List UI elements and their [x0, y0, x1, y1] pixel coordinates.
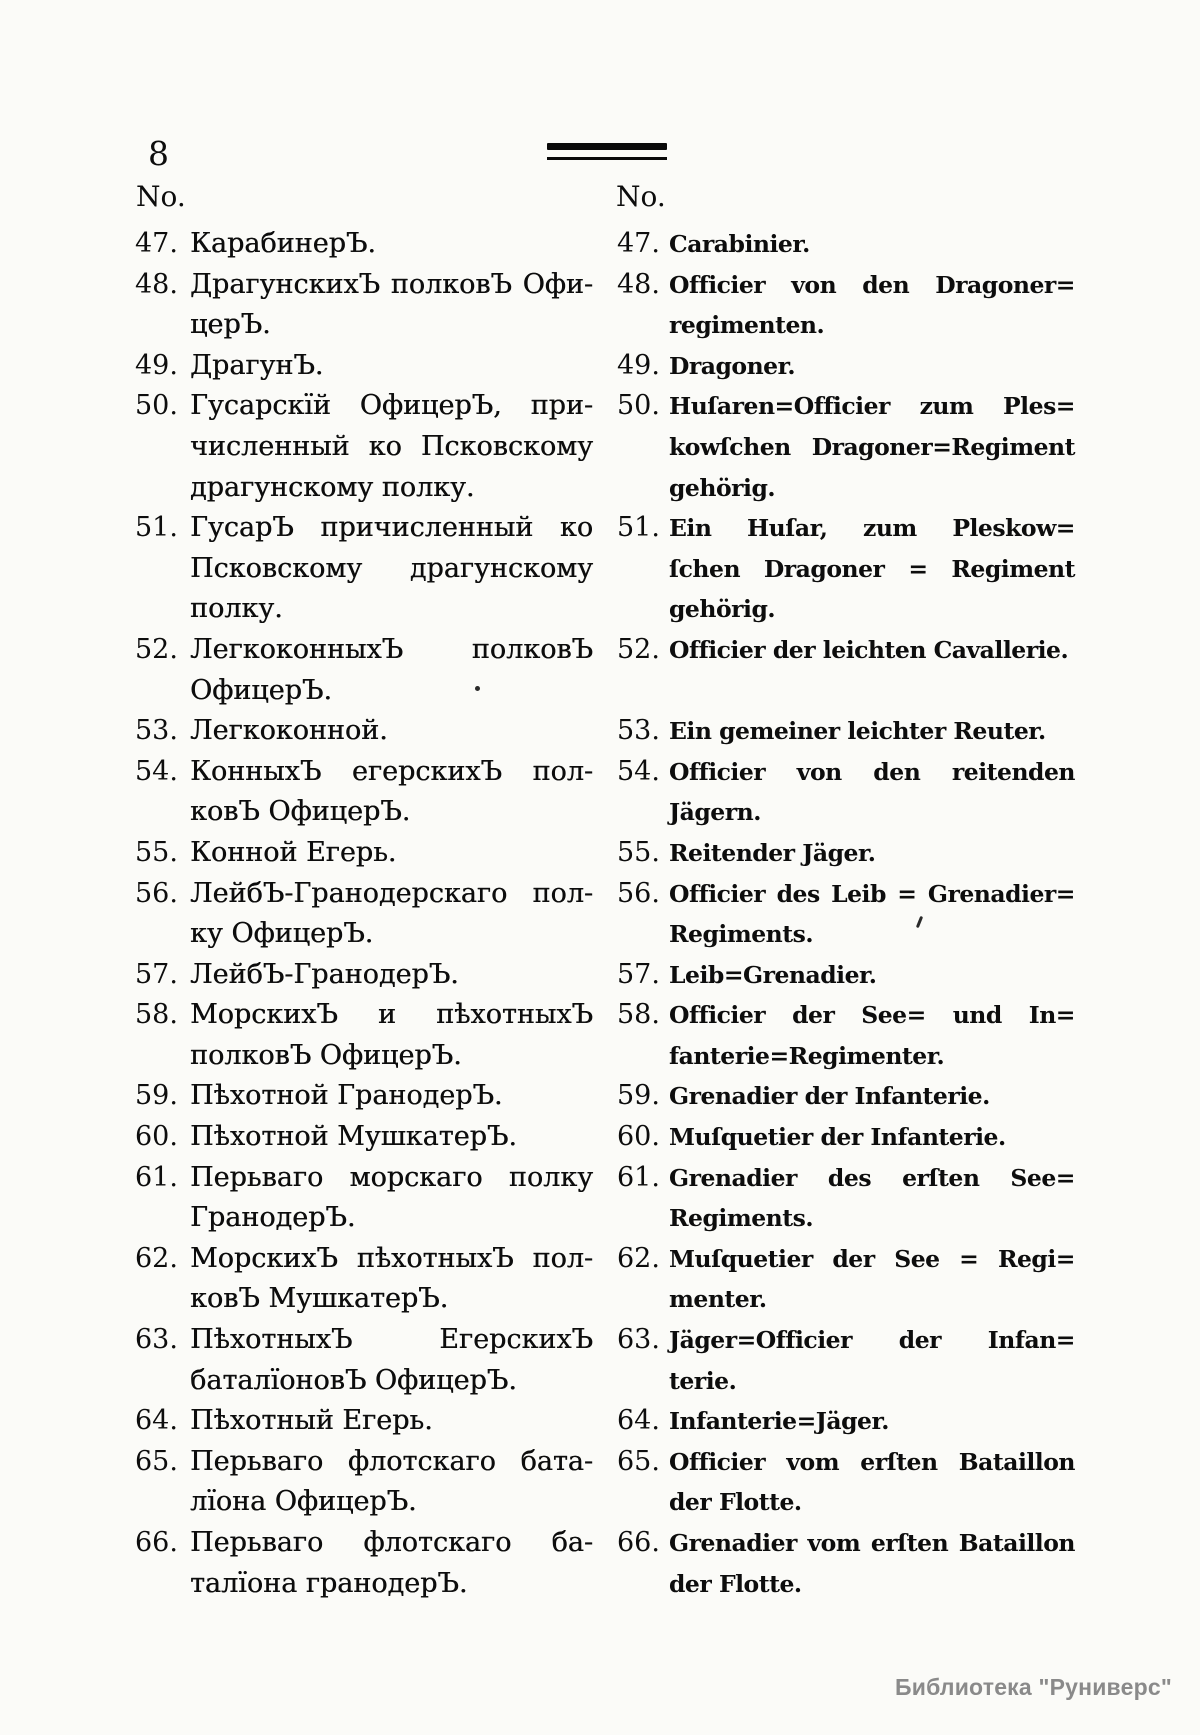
text-line: ДрагунскихЪ полковЪ Офи- [190, 268, 593, 300]
entry-number-russian: 58. [135, 999, 178, 1031]
header-rule-thick-line [547, 143, 667, 150]
entry-number-russian: 57. [135, 958, 178, 990]
entry-cell-russian [135, 1401, 593, 1442]
text-line: Конной Егерь. [190, 836, 397, 868]
entry-number-russian: 54. [135, 755, 178, 787]
entry-number-russian: 61. [135, 1161, 178, 1193]
entry-text-german [669, 752, 1075, 833]
entry-number-german: 66. [617, 1527, 660, 1558]
entry-number-german: 57. [617, 958, 660, 990]
entry-number-german: 55. [617, 836, 660, 868]
entry-cell-russian [135, 1320, 593, 1401]
text-line: der Flotte. [669, 1569, 802, 1598]
entry-cell-german [617, 224, 1075, 265]
text-line: ПѣхотныхЪ ЕгерскихЪ [190, 1324, 593, 1356]
text-line: Jägern. [669, 798, 761, 827]
entry-text-russian [190, 955, 593, 996]
entry-row [135, 711, 1075, 752]
text-line: Muſquetier der Infanterie. [669, 1123, 1006, 1152]
entry-row [135, 630, 1075, 711]
entry-cell-german [617, 1401, 1075, 1442]
text-line: баталїоновЪ ОфицерЪ. [190, 1364, 517, 1396]
entry-number-german: 56. [617, 877, 660, 909]
entry-number-russian: 66. [135, 1527, 178, 1558]
entry-number-german: 48. [617, 268, 660, 300]
entry-row [135, 265, 1075, 346]
entry-cell-russian [135, 1117, 593, 1158]
text-line: ЛейбЪ-ГранодерЪ. [190, 958, 459, 990]
entry-number-russian: 63. [135, 1324, 178, 1356]
text-line: Перьваго морскаго полку [190, 1161, 593, 1193]
entry-text-german [669, 955, 1075, 996]
entry-text-german [669, 1239, 1075, 1320]
entry-text-russian [190, 265, 593, 346]
entry-number-german: 64. [617, 1405, 660, 1437]
entry-cell-russian [135, 346, 593, 387]
entry-text-russian [190, 1442, 593, 1523]
entry-cell-german [617, 1523, 1075, 1604]
entry-row [135, 752, 1075, 833]
entry-row [135, 1158, 1075, 1239]
entry-row [135, 995, 1075, 1076]
entry-row [135, 874, 1075, 955]
text-line: талїона гранодерЪ. [190, 1567, 468, 1599]
entry-cell-russian [135, 630, 593, 711]
entry-cell-russian [135, 874, 593, 955]
library-watermark: Библиотека "Руниверс" [895, 1674, 1172, 1700]
text-line: Grenadier des erſten See= [669, 1163, 1075, 1192]
entry-text-german [669, 833, 1075, 874]
entry-number-russian: 47. [135, 228, 178, 259]
text-line: ЛегкоконныхЪ полковЪ [190, 633, 593, 665]
entry-number-russian: 55. [135, 836, 178, 868]
entry-cell-russian [135, 1158, 593, 1239]
entry-list [135, 224, 1075, 1604]
text-line: Regiments. [669, 920, 814, 949]
entry-text-german [669, 630, 1075, 671]
entry-row [135, 1076, 1075, 1117]
text-line: Officier des Leib = Grenadier= [669, 879, 1075, 908]
entry-number-russian: 52. [135, 633, 178, 665]
entry-number-russian: 65. [135, 1445, 178, 1477]
entry-cell-russian [135, 1523, 593, 1604]
entry-cell-russian [135, 833, 593, 874]
text-line: Officier der leichten Cavallerie. [669, 635, 1069, 664]
entry-number-german: 58. [617, 999, 660, 1031]
entry-text-russian [190, 1076, 593, 1117]
entry-text-russian [190, 711, 593, 752]
entry-text-german [669, 874, 1075, 955]
text-line: Пѣхотный Егерь. [190, 1405, 433, 1437]
entry-cell-german [617, 711, 1075, 752]
text-line: церЪ. [190, 309, 271, 341]
entry-cell-german [617, 1239, 1075, 1320]
text-line: Carabinier. [669, 230, 810, 258]
entry-text-german [669, 995, 1075, 1076]
entry-number-german: 49. [617, 349, 660, 381]
entry-number-russian: 51. [135, 512, 178, 544]
page-number: 8 [148, 134, 169, 173]
entry-text-russian [190, 874, 593, 955]
entry-text-russian [190, 1239, 593, 1320]
entry-text-german [669, 1076, 1075, 1117]
entry-row [135, 1523, 1075, 1604]
entry-text-russian [190, 833, 593, 874]
text-line: Leib=Grenadier. [669, 960, 877, 989]
entry-number-german: 65. [617, 1445, 660, 1477]
entry-number-german: 59. [617, 1080, 660, 1112]
entry-row [135, 508, 1075, 630]
entry-text-german [669, 1117, 1075, 1158]
text-line: ку ОфицерЪ. [190, 918, 374, 950]
entry-row [135, 386, 1075, 508]
entry-cell-russian [135, 265, 593, 346]
text-line: fanterie=Regimenter. [669, 1041, 945, 1070]
entry-cell-russian [135, 1076, 593, 1117]
entry-number-german: 63. [617, 1324, 660, 1356]
entry-cell-german [617, 630, 1075, 671]
entry-text-german [669, 508, 1075, 630]
entry-text-russian [190, 752, 593, 833]
text-line: полковЪ ОфицерЪ. [190, 1039, 462, 1071]
entry-number-german: 54. [617, 755, 660, 787]
entry-text-russian [190, 386, 593, 508]
entry-number-german: 50. [617, 390, 660, 422]
entry-cell-german [617, 346, 1075, 387]
text-line: ОфицерЪ. [190, 674, 332, 706]
entry-cell-russian [135, 752, 593, 833]
entry-number-german: 61. [617, 1161, 660, 1193]
entry-number-russian: 64. [135, 1405, 178, 1437]
text-line: Jäger=Officier der Infan= [669, 1326, 1075, 1355]
entry-cell-german [617, 1117, 1075, 1158]
entry-text-russian [190, 630, 593, 711]
entry-row [135, 1442, 1075, 1523]
entry-cell-russian [135, 386, 593, 508]
text-line: terie. [669, 1366, 737, 1395]
text-line: Grenadier der Infanterie. [669, 1082, 990, 1111]
entry-cell-german [617, 874, 1075, 955]
entry-row [135, 1117, 1075, 1158]
text-line: Muſquetier der See = Regi= [669, 1244, 1075, 1273]
entry-cell-german [617, 1076, 1075, 1117]
text-line: Officier vom erſten Bataillon [669, 1447, 1075, 1476]
text-line: ЛейбЪ-Гранодерскаго пол- [190, 877, 593, 909]
text-line: der Flotte. [669, 1488, 802, 1517]
text-line: gehörig. [669, 473, 776, 502]
entry-cell-german [617, 995, 1075, 1076]
text-line: Grenadier vom erſten Bataillon [669, 1529, 1075, 1557]
ink-speck-dot [475, 686, 480, 691]
entry-text-russian [190, 1523, 593, 1604]
text-line: лїона ОфицерЪ. [190, 1486, 417, 1518]
text-line: драгунскому полку. [190, 471, 475, 503]
entry-cell-russian [135, 224, 593, 265]
text-line: Officier von den reitenden [669, 757, 1075, 786]
text-line: Ein Huſar, zum Pleskow= [669, 514, 1075, 543]
entry-number-german: 52. [617, 633, 660, 665]
entry-cell-russian [135, 955, 593, 996]
text-line: Huſaren=Officier zum Ples= [669, 392, 1075, 421]
entry-cell-russian [135, 995, 593, 1076]
text-line: ſchen Dragoner = Regiment [669, 554, 1075, 583]
entry-text-russian [190, 224, 593, 265]
entry-cell-german [617, 833, 1075, 874]
text-line: Псковскому драгунскому [190, 552, 593, 584]
entry-cell-german [617, 1320, 1075, 1401]
entry-number-russian: 60. [135, 1121, 178, 1153]
entry-row [135, 955, 1075, 996]
entry-cell-german [617, 752, 1075, 833]
text-line: МорскихЪ пѣхотныхЪ пол- [190, 1242, 593, 1274]
text-line: КарабинерЪ. [190, 228, 376, 259]
entry-cell-german [617, 955, 1075, 996]
entry-number-russian: 48. [135, 268, 178, 300]
text-line: Infanterie=Jäger. [669, 1407, 889, 1436]
left-column-no-header: No. [136, 180, 186, 213]
entry-text-russian [190, 1117, 593, 1158]
entry-text-russian [190, 346, 593, 387]
entry-cell-german [617, 1158, 1075, 1239]
text-line: Regiments. [669, 1204, 814, 1233]
entry-number-russian: 49. [135, 349, 178, 381]
text-line: Dragoner. [669, 351, 796, 380]
entry-text-russian [190, 1401, 593, 1442]
entry-cell-russian [135, 1239, 593, 1320]
entry-text-german [669, 1320, 1075, 1401]
entry-cell-russian [135, 1442, 593, 1523]
entry-cell-german [617, 1442, 1075, 1523]
entry-text-russian [190, 1158, 593, 1239]
entry-number-russian: 56. [135, 877, 178, 909]
text-line: полку. [190, 593, 283, 625]
entry-number-german: 47. [617, 228, 660, 259]
entry-row [135, 1320, 1075, 1401]
entry-number-russian: 53. [135, 715, 178, 747]
text-line: kowſchen Dragoner=Regiment [669, 432, 1075, 461]
text-line: Ein gemeiner leichter Reuter. [669, 717, 1046, 746]
entry-number-german: 53. [617, 715, 660, 747]
entry-text-german [669, 346, 1075, 387]
text-line: Перьваго флотскаго ба- [190, 1527, 593, 1558]
entry-cell-german [617, 508, 1075, 630]
text-line: КонныхЪ егерскихЪ пол- [190, 755, 593, 787]
entry-cell-russian [135, 508, 593, 630]
entry-text-russian [190, 1320, 593, 1401]
entry-text-german [669, 1442, 1075, 1523]
text-line: Гусарскїй ОфицерЪ, при- [190, 390, 593, 422]
entry-row [135, 224, 1075, 265]
text-line: menter. [669, 1285, 767, 1314]
entry-row [135, 346, 1075, 387]
text-line: ковЪ МушкатерЪ. [190, 1283, 449, 1315]
entry-cell-german [617, 386, 1075, 508]
entry-number-german: 60. [617, 1121, 660, 1153]
text-line: Officier der See= und In= [669, 1001, 1075, 1030]
text-line: численный ко Псковскому [190, 430, 593, 462]
entry-text-russian [190, 508, 593, 630]
text-line: ДрагунЪ. [190, 349, 324, 381]
entry-row [135, 833, 1075, 874]
entry-number-german: 51. [617, 512, 660, 544]
text-line: Officier von den Dragoner= [669, 270, 1075, 299]
text-line: Легкоконной. [190, 715, 388, 747]
text-line: Пѣхотной ГранодерЪ. [190, 1080, 503, 1112]
text-line: ГранодерЪ. [190, 1202, 356, 1234]
text-line: Перьваго флотскаго бата- [190, 1445, 593, 1477]
text-line: Пѣхотной МушкатерЪ. [190, 1121, 517, 1153]
entry-text-german [669, 386, 1075, 508]
entry-text-german [669, 1401, 1075, 1442]
entry-number-russian: 50. [135, 390, 178, 422]
entry-text-german [669, 224, 1075, 265]
entry-text-russian [190, 995, 593, 1076]
entry-text-german [669, 1523, 1075, 1604]
entry-text-german [669, 1158, 1075, 1239]
entry-number-russian: 59. [135, 1080, 178, 1112]
text-line: МорскихЪ и пѣхотныхЪ [190, 999, 593, 1031]
text-line: ГусарЪ причисленный ко [190, 512, 593, 544]
entry-cell-russian [135, 711, 593, 752]
header-rule [547, 143, 667, 160]
text-line: regimenten. [669, 311, 825, 340]
entry-row [135, 1239, 1075, 1320]
right-column-no-header: No. [616, 180, 666, 213]
text-line: gehörig. [669, 595, 776, 624]
text-line: Reitender Jäger. [669, 838, 876, 867]
entry-cell-german [617, 265, 1075, 346]
entry-text-german [669, 711, 1075, 752]
text-line: ковЪ ОфицерЪ. [190, 796, 411, 828]
entry-number-german: 62. [617, 1242, 660, 1274]
entry-row [135, 1401, 1075, 1442]
header-rule-thin-line [547, 157, 667, 160]
entry-number-russian: 62. [135, 1242, 178, 1274]
entry-text-german [669, 265, 1075, 346]
